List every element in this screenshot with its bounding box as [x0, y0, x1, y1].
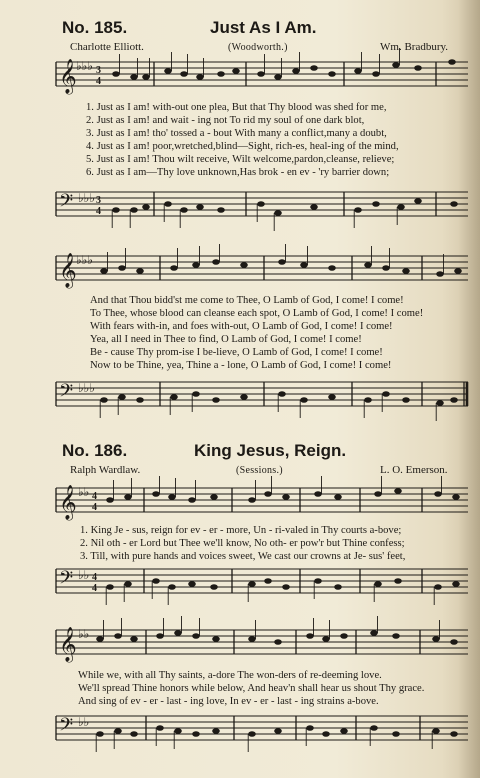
svg-text:♭♭♭: ♭♭♭ [76, 253, 93, 267]
hymn-186-number: No. 186. [62, 441, 128, 460]
svg-text:4: 4 [92, 583, 97, 594]
verse-line: And that Thou bidd'st me come to Thee, O Lamb of God, I come! I come! [90, 295, 404, 306]
svg-text:♭♭♭: ♭♭♭ [78, 191, 95, 205]
hymn-186-title: King Jesus, Reign. [194, 441, 347, 460]
hymn-186-author: Ralph Wardlaw. [70, 464, 141, 476]
svg-text:𝄢: 𝄢 [59, 568, 74, 593]
hymn-185-author: Charlotte Elliott. [70, 41, 144, 53]
verse-line: 6. Just as I am—Thy love unknown,Has brok - en ev - 'ry barrier down; [86, 167, 390, 178]
svg-text:4: 4 [92, 572, 97, 583]
verse-line: With fears with-in, and foes with-out, O Lamb of God, I come! I come! [90, 321, 393, 332]
svg-text:♭♭: ♭♭ [78, 715, 90, 729]
svg-text:♭♭♭: ♭♭♭ [76, 59, 93, 73]
svg-text:𝄞: 𝄞 [59, 485, 77, 520]
verse-line: 2. Nil oth - er Lord but Thee we'll know, No oth- er pow'r but Thine confess; [80, 538, 405, 549]
verse-line: We'll spread Thine honors while below, And heav'n shall hear us shout Thy grace. [78, 683, 425, 694]
hymn-185-system-2-bass-staff [56, 378, 468, 418]
hymn-185-system-2-treble-staff [56, 252, 468, 292]
svg-text:4: 4 [96, 206, 101, 217]
hymn-185-title: Just As I Am. [210, 18, 317, 37]
hymn-185-system-1-treble-staff [56, 58, 468, 98]
svg-text:𝄞: 𝄞 [59, 59, 77, 94]
verse-line: 4. Just as I am! poor,wretched,blind—Sight, rich-es, heal-ing of the mind, [86, 141, 399, 152]
verse-line: 3. Just as I am! tho' tossed a - bout With many a conflict,many a doubt, [86, 128, 387, 139]
svg-text:4: 4 [92, 502, 97, 513]
hymn-186-system-1-bass-staff [56, 565, 468, 605]
verse-line: And sing of ev - er - last - ing love, In ev - er - last - ing strains a-bove. [78, 696, 379, 707]
verse-line: Now to be Thine, yea, Thine a - lone, O Lamb of God, I come! I come! [90, 360, 392, 371]
verse-line: To Thee, whose blood can cleanse each spot, O Lamb of God, I come! I come! [90, 308, 424, 319]
verse-line: 2. Just as I am! and wait - ing not To rid my soul of one dark blot, [86, 115, 365, 126]
verse-line: 1. Just as I am! with-out one plea, But that Thy blood was shed for me, [86, 102, 387, 113]
hymn-185-system-1-bass-staff [56, 188, 468, 228]
svg-text:𝄞: 𝄞 [59, 627, 77, 662]
svg-text:♭♭: ♭♭ [78, 485, 90, 499]
svg-text:4: 4 [92, 491, 97, 502]
svg-text:𝄢: 𝄢 [59, 191, 74, 216]
svg-text:𝄢: 𝄢 [59, 381, 74, 406]
verse-line: 1. King Je - sus, reign for ev - er - more, Un - ri-valed in Thy courts a-bove; [80, 525, 402, 536]
svg-text:♭♭: ♭♭ [78, 568, 90, 582]
hymn-185-composer: Wm. Bradbury. [380, 41, 449, 53]
svg-text:3: 3 [96, 65, 101, 76]
hymn-185-tune: (Woodworth.) [228, 42, 288, 53]
verse-line: Be - cause Thy prom-ise I be-lieve, O Lamb of God, I come! I come! [90, 347, 383, 358]
verse-line: While we, with all Thy saints, a-dore The won-ders of re-deeming love. [78, 670, 382, 681]
hymn-186-system-1-treble-staff [56, 484, 468, 524]
page-edge-shadow [458, 0, 480, 778]
svg-text:𝄞: 𝄞 [59, 253, 77, 288]
hymn-186-system-2-treble-staff [56, 626, 468, 666]
svg-text:4: 4 [96, 76, 101, 87]
hymn-186-tune: (Sessions.) [236, 465, 283, 476]
verse-line: 5. Just as I am! Thou wilt receive, Wilt welcome,pardon,cleanse, relieve; [86, 154, 395, 165]
hymn-186-system-2-bass-staff [56, 712, 468, 752]
hymn-186-composer: L. O. Emerson. [380, 464, 448, 476]
svg-text:♭♭: ♭♭ [78, 627, 90, 641]
svg-text:3: 3 [96, 195, 101, 206]
verse-line: Yea, all I need in Thee to find, O Lamb of God, I come! I come! [90, 334, 362, 345]
svg-text:♭♭♭: ♭♭♭ [78, 381, 95, 395]
svg-text:𝄢: 𝄢 [59, 715, 74, 740]
hymn-185-number: No. 185. [62, 18, 128, 37]
verse-line: 3. Till, with pure hands and voices sweet, We cast our crowns at Je- sus' feet, [80, 551, 406, 562]
